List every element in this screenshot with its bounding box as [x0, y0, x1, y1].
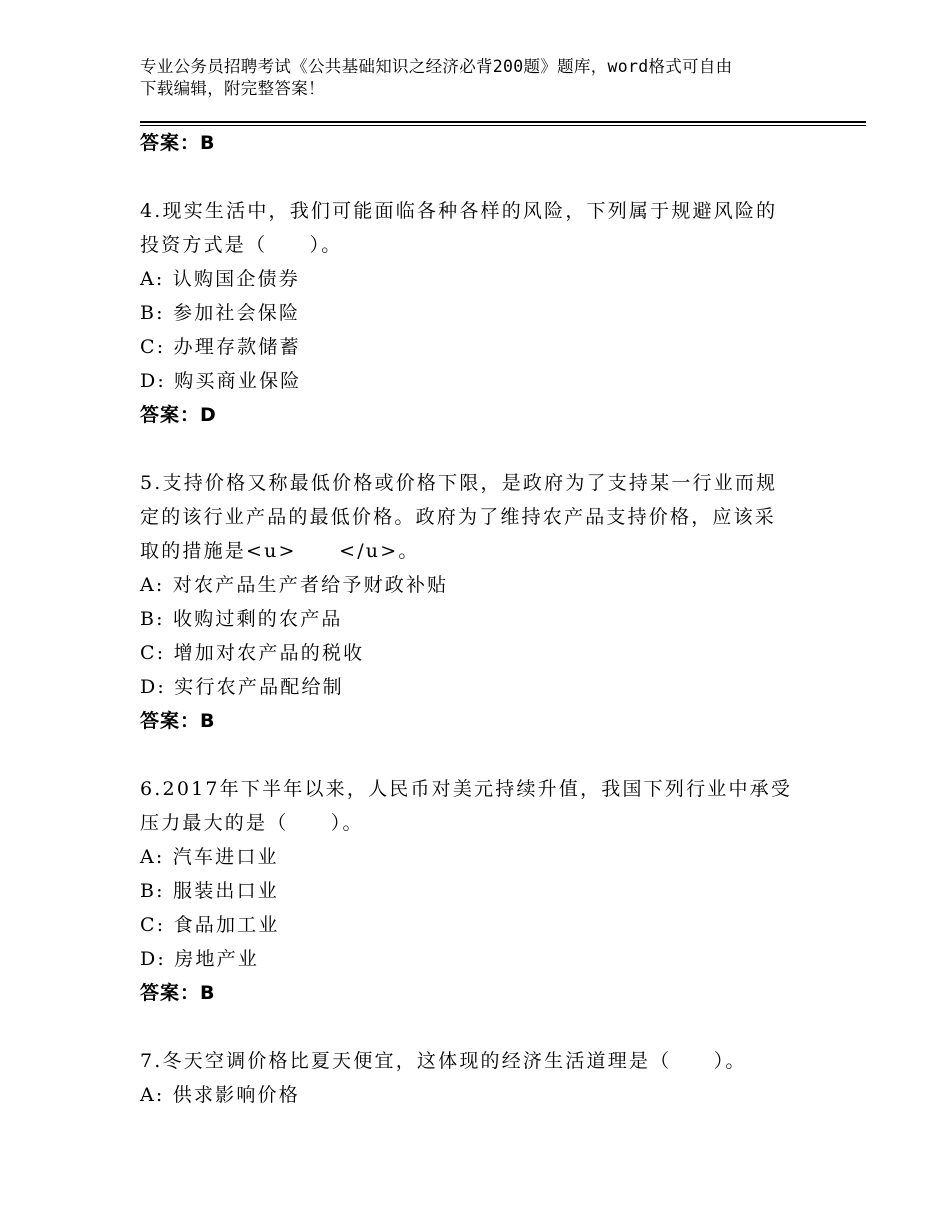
header-rule-thick: [140, 121, 866, 123]
question-4: [140, 194, 820, 432]
option-c: C: 办理存款储蓄: [140, 336, 301, 358]
option-a: A: 汽车进口业: [140, 846, 279, 868]
header-line-1: 专业公务员招聘考试《公共基础知识之经济必背200题》题库，word格式可自由: [140, 57, 733, 76]
option-d: D: 房地产业: [140, 948, 260, 970]
stem-line: 压力最大的是（ ）。: [140, 812, 364, 834]
stem-line: 4.现实生活中，我们可能面临各种各样的风险，下列属于规避风险的: [140, 200, 778, 222]
stem-line: 7.冬天空调价格比夏天便宜，这体现的经济生活道理是（ ）。: [140, 1050, 747, 1072]
answer: 答案：B: [140, 710, 216, 732]
answer: 答案：B: [140, 982, 216, 1004]
option-a: A: 对农产品生产者给予财政补贴: [140, 574, 449, 596]
option-c: C: 食品加工业: [140, 914, 280, 936]
option-b: B: 服装出口业: [140, 880, 280, 902]
stem-line: 6.2017年下半年以来，人民币对美元持续升值，我国下列行业中承受: [140, 778, 793, 800]
document-body: [140, 126, 820, 1112]
question-6: [140, 772, 820, 1010]
stem-line: 投资方式是（ ）。: [140, 234, 343, 256]
option-d: D: 实行农产品配给制: [140, 676, 344, 698]
question-stem: [140, 466, 820, 568]
option-b: B: 收购过剩的农产品: [140, 608, 343, 630]
answer: 答案：D: [140, 404, 217, 426]
question-7: [140, 1044, 820, 1112]
question-stem: [140, 194, 820, 262]
option-a: A: 供求影响价格: [140, 1084, 300, 1106]
option-a: A: 认购国企债券: [140, 268, 300, 290]
header-line-2: 下载编辑，附完整答案！: [140, 79, 325, 98]
question-stem: [140, 772, 820, 840]
question-stem: [140, 1044, 820, 1078]
stem-line: 取的措施是<u> </u>。: [140, 540, 420, 562]
option-b: B: 参加社会保险: [140, 302, 301, 324]
question-5: [140, 466, 820, 738]
option-d: D: 购买商业保险: [140, 370, 302, 392]
answer-previous: 答案：B: [140, 132, 216, 154]
stem-line: 5.支持价格又称最低价格或价格下限，是政府为了支持某一行业而规: [140, 472, 778, 494]
document-header: [140, 56, 820, 100]
option-c: C: 增加对农产品的税收: [140, 642, 365, 664]
stem-line: 定的该行业产品的最低价格。政府为了维持农产品支持价格，应该采: [140, 506, 777, 528]
